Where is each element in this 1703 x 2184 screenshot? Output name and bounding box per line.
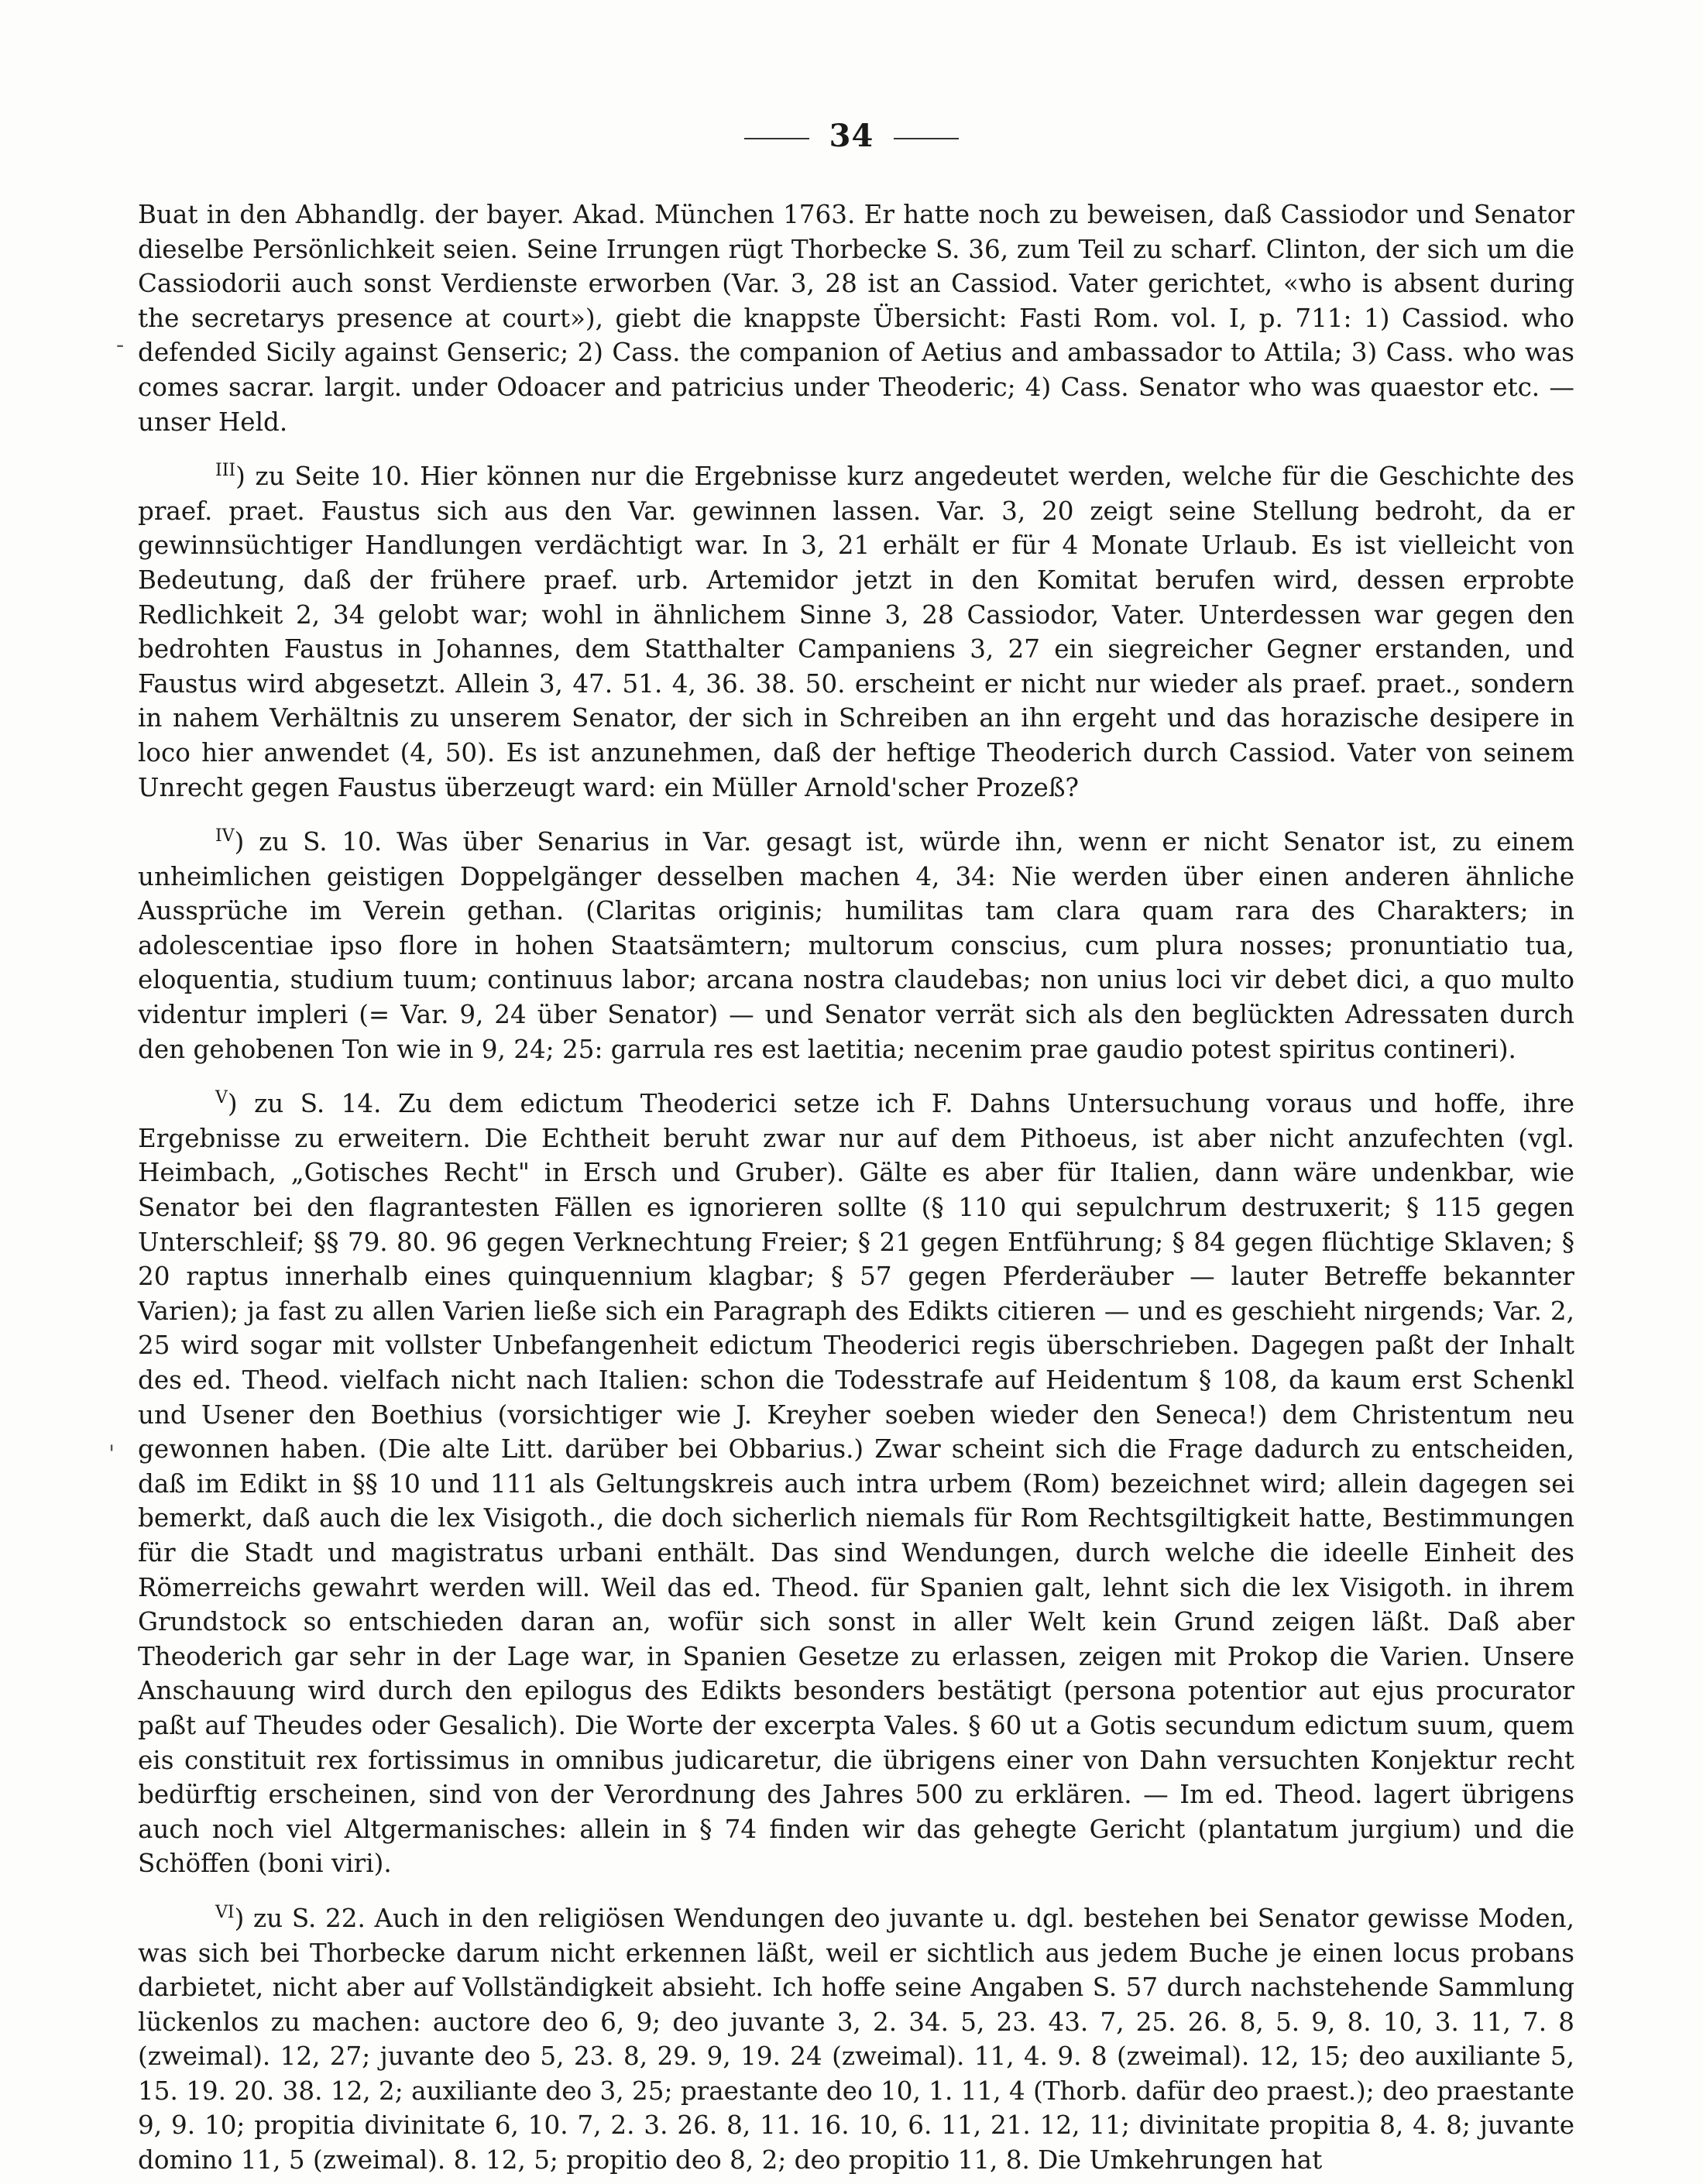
- note-marker: III: [215, 461, 236, 481]
- page-number: 34: [829, 118, 874, 154]
- note-paragraph-iii: $^{III}$) zu Seite 10. Hier können nur die Ergebnisse kurz angedeutet werden, welche für die Geschichte des praef. praet. Faustus sich aus den Var. gewinnen lassen. Var. 3, 20 zeigt seine Stellung bedroht, da er gewinnsüchtiger Handlungen verdächtigt war. In 3, 21 erhält er für 4 Monate Urlaub. Es ist vielleicht von Bedeutung, daß der frühere praef. urb. Artemidor jetzt in den Komitat berufen wird, dessen erprobte Redlichkeit 2, 34 gelobt war; wohl in ähnlichem Sinne 3, 28 Cassiodor, Vater. Unterdessen war gegen den bedrohten Faustus in Johannes, dem Statthalter Campaniens 3, 27 ein siegreicher Gegner erstanden, und Faustus wird abgesetzt. Allein 3, 47. 51. 4, 36. 38. 50. erscheint er nicht nur wieder als praef. praet., sondern in nahem Verhältnis zu unserem Senator, der sich in Schreiben an ihn ergeht und das horazische desipere in loco hier anwendet (4, 50). Es ist anzunehmen, daß der heftige Theoderich durch Cassiod. Vater von seinem Unrecht gegen Faustus überzeugt ward: ein Müller Arnold'scher Prozeß?: [138, 461, 1574, 802]
- paragraph-text: zu S. 22. Auch in den religiösen Wendungen deo juvante u. dgl. bestehen bei Senator gewisse Moden, was sich bei Thorbecke darum nicht erkennen läßt, weil er sichtlich aus jedem Buche je einen locus probans darbietet, nicht aber auf Vollständigkeit absieht. Ich hoffe seine Angaben S. 57 durch nachstehende Sammlung lückenlos zu machen: auctore deo 6, 9; deo juvante 3, 2. 34. 5, 23. 43. 7, 25. 26. 8, 5. 9, 8. 10, 3. 11, 7. 8 (zweimal). 12, 27; juvante deo 5, 23. 8, 29. 9, 19. 24 (zweimal). 11, 4. 9. 8 (zweimal). 12, 15; deo auxiliante 5, 15. 19. 20. 38. 12, 2; auxiliante deo 3, 25; praestante deo 10, 1. 11, 4 (Thorb. dafür deo praest.); deo praestante 9, 9. 10; propitia divinitate 6, 10. 7, 2. 3. 26. 8, 11. 16. 10, 6. 11, 21. 12, 11; divinitate propitia 8, 4. 8; juvante domino 11, 5 (zweimal). 8. 12, 5; propitio deo 8, 2; deo propitio 11, 8. Die Umkehrungen hat: [138, 1903, 1574, 2175]
- paragraph-text: Buat in den Abhandlg. der bayer. Akad. München 1763. Er hatte noch zu beweisen, daß Cassiodor und Senator dieselbe Persönlichkeit seien. Seine Irrungen rügt Thorbecke S. 36, zum Teil zu scharf. Clinton, der sich um die Cassiodorii auch sonst Verdienste erworben (Var. 3, 28 ist an Cassiod. Vater gerichtet, «who is absent during the secretarys presence at court»), giebt die knappste Übersicht: Fasti Rom. vol. I, p. 711: 1) Cassiod. who defended Sicily against Genseric; 2) Cass. the companion of Aetius and ambassador to Attila; 3) Cass. who was comes sacrar. largit. under Odoacer and patricius under Theoderic; 4) Cass. Senator who was quaestor etc. — unser Held.: [138, 200, 1574, 437]
- paragraph-text: zu S. 14. Zu dem edictum Theoderici setze ich F. Dahns Untersuchung voraus und hoffe, ihre Ergebnisse zu erweitern. Die Echtheit beruht zwar nur auf dem Pithoeus, ist aber nicht anzufechten (vgl. Heimbach, „Gotisches Recht" in Ersch und Gruber). Gälte es aber für Italien, dann wäre undenkbar, wie Senator bei den flagrantesten Fällen es ignorieren sollte (§ 110 qui sepulchrum destruxerit; § 115 gegen Unterschleif; §§ 79. 80. 96 gegen Verknechtung Freier; § 21 gegen Entführung; § 84 gegen flüchtige Sklaven; § 20 raptus innerhalb eines quinquennium klagbar; § 57 gegen Pferderäuber — lauter Betreffe bekannter Varien); ja fast zu allen Varien ließe sich ein Paragraph des Edikts citieren — und es geschieht nirgends; Var. 2, 25 wird sogar mit vollster Unbefangenheit edictum Theoderici regis überschrieben. Dagegen paßt der Inhalt des ed. Theod. vielfach nicht nach Italien: schon die Todesstrafe auf Heidentum § 108, da kaum erst Schenkl und Usener den Boethius (vorsichtiger wie J. Kreyher soeben wieder den Seneca!) dem Christentum neu gewonnen haben. (Die alte Litt. darüber bei Obbarius.) Zwar scheint sich die Frage dadurch zu entscheiden, daß im Edikt in §§ 10 und 111 als Geltungskreis auch intra urbem (Rom) bezeichnet wird; allein dagegen sei bemerkt, daß auch die lex Visigoth., die doch sicherlich niemals für Rom Rechtsgiltigkeit hatte, Bestimmungen für die Stadt und magistratus urbani enthält. Das sind Wendungen, durch welche die ideelle Einheit des Römerreichs gewahrt werden will. Weil das ed. Theod. für Spanien galt, lehnt sich die lex Visigoth. in ihrem Grundstock so entschieden daran an, wofür sich sonst in aller Welt kein Grund zeigen läßt. Daß aber Theoderich gar sehr in der Lage war, in Spanien Gesetze zu erlassen, zeigen mit Prokop die Varien. Unsere Anschauung wird durch den epilogus des Edikts besonders bestätigt (persona potentior aut ejus procurator paßt auf Theudes oder Gesalich). Die Worte der excerpta Vales. § 60 ut a Gotis secundum edictum suum, quem eis constituit rex fortissimus in omnibus judicaretur, die übrigens einer von Dahn versuchten Konjektur recht bedürftig erscheinen, sind von der Verordnung des Jahres 500 zu erklären. — Im ed. Theod. lagert übrigens auch noch viel Altgermanisches: allein in § 74 finden wir das gehegte Gericht (plantatum jurgium) und die Schöffen (boni viri).: [138, 1089, 1574, 1879]
- page-header: [0, 118, 1703, 154]
- header-rule-right: [894, 138, 959, 139]
- note-paragraph-iv: $^{IV}$) zu S. 10. Was über Senarius in Var. gesagt ist, würde ihn, wenn er nicht Senator ist, zu einem unheimlichen geistigen Doppelgänger desselben machen 4, 34: Nie werden über einen anderen ähnliche Aussprüche im Verein gethan. (Claritas originis; humilitas tam clara quam rara des Charakters; in adolescentiae ipso flore in hohen Staatsämtern; multorum conscius, cum plura nosses; pronuntiatio tua, eloquentia, studium tuum; continuus labor; arcana nostra claudebas; non unius loci vir debet dici, a quo multo videntur impleri (= Var. 9, 24 über Senator) — und Senator verrät sich als den beglückten Adressaten durch den gehobenen Ton wie in 9, 24; 25: garrula res est laetitia; necenim prae gaudio potest spiritus contineri).: [138, 826, 1574, 1064]
- document-body: [138, 197, 1574, 2178]
- note-marker: IV: [215, 826, 235, 846]
- note-paragraph-vi: $^{VI}$) zu S. 22. Auch in den religiösen Wendungen deo juvante u. dgl. bestehen bei Senator gewisse Moden, was sich bei Thorbecke darum nicht erkennen läßt, weil er sichtlich aus jedem Buche je einen locus probans darbietet, nicht aber auf Vollständigkeit absieht. Ich hoffe seine Angaben S. 57 durch nachstehende Sammlung lückenlos zu machen: auctore deo 6, 9; deo juvante 3, 2. 34. 5, 23. 43. 7, 25. 26. 8, 5. 9, 8. 10, 3. 11, 7. 8 (zweimal). 12, 27; juvante deo 5, 23. 8, 29. 9, 19. 24 (zweimal). 11, 4. 9. 8 (zweimal). 12, 15; deo auxiliante 5, 15. 19. 20. 38. 12, 2; auxiliante deo 3, 25; praestante deo 10, 1. 11, 4 (Thorb. dafür deo praest.); deo praestante 9, 9. 10; propitia divinitate 6, 10. 7, 2. 3. 26. 8, 11. 16. 10, 6. 11, 21. 12, 11; divinitate propitia 8, 4. 8; juvante domino 11, 5 (zweimal). 8. 12, 5; propitio deo 8, 2; deo propitio 11, 8. Die Umkehrungen hat: [138, 1903, 1574, 2175]
- note-marker: V: [215, 1088, 228, 1108]
- note-marker: VI: [215, 1903, 235, 1923]
- note-paragraph-v: $^V$) zu S. 14. Zu dem edictum Theoderici setze ich F. Dahns Untersuchung voraus und hoffe, ihre Ergebnisse zu erweitern. Die Echtheit beruht zwar nur auf dem Pithoeus, ist aber nicht anzufechten (vgl. Heimbach, „Gotisches Recht" in Ersch und Gruber). Gälte es aber für Italien, dann wäre undenkbar, wie Senator bei den flagrantesten Fällen es ignorieren sollte (§ 110 qui sepulchrum destruxerit; § 115 gegen Unterschleif; §§ 79. 80. 96 gegen Verknechtung Freier; § 21 gegen Entführung; § 84 gegen flüchtige Sklaven; § 20 raptus innerhalb eines quinquennium klagbar; § 57 gegen Pferderäuber — lauter Betreffe bekannter Varien); ja fast zu allen Varien ließe sich ein Paragraph des Edikts citieren — und es geschieht nirgends; Var. 2, 25 wird sogar mit vollster Unbefangenheit edictum Theoderici regis überschrieben. Dagegen paßt der Inhalt des ed. Theod. vielfach nicht nach Italien: schon die Todesstrafe auf Heidentum § 108, da kaum erst Schenkl und Usener den Boethius (vorsichtiger wie J. Kreyher soeben wieder den Seneca!) dem Christentum neu gewonnen haben. (Die alte Litt. darüber bei Obbarius.) Zwar scheint sich die Frage dadurch zu entscheiden, daß im Edikt in §§ 10 und 111 als Geltungskreis auch intra urbem (Rom) bezeichnet wird; allein dagegen sei bemerkt, daß auch die lex Visigoth., die doch sicherlich niemals für Rom Rechtsgiltigkeit hatte, Bestimmungen für die Stadt und magistratus urbani enthält. Das sind Wendungen, durch welche die ideelle Einheit des Römerreichs gewahrt werden will. Weil das ed. Theod. für Spanien galt, lehnt sich die lex Visigoth. in ihrem Grundstock so entschieden daran an, wofür sich sonst in aller Welt kein Grund zeigen läßt. Daß aber Theoderich gar sehr in der Lage war, in Spanien Gesetze zu erlassen, zeigen mit Prokop die Varien. Unsere Anschauung wird durch den epilogus des Edikts besonders bestätigt (persona potentior aut ejus procurator paßt auf Theudes oder Gesalich). Die Worte der excerpta Vales. § 60 ut a Gotis secundum edictum suum, quem eis constituit rex fortissimus in omnibus judicaretur, die übrigens einer von Dahn versuchten Konjektur recht bedürftig erscheinen, sind von der Verordnung des Jahres 500 zu erklären. — Im ed. Theod. lagert übrigens auch noch viel Altgermanisches: allein in § 74 finden wir das gehegte Gericht (plantatum jurgium) und die Schöffen (boni viri).: [138, 1088, 1574, 1879]
- paragraph-text: zu Seite 10. Hier können nur die Ergebnisse kurz angedeutet werden, welche für die Geschichte des praef. praet. Faustus sich aus den Var. gewinnen lassen. Var. 3, 20 zeigt seine Stellung bedroht, da er gewinnsüchtiger Handlungen verdächtigt war. In 3, 21 erhält er für 4 Monate Urlaub. Es ist vielleicht von Bedeutung, daß der frühere praef. urb. Artemidor jetzt in den Komitat berufen wird, dessen erprobte Redlichkeit 2, 34 gelobt war; wohl in ähnlichem Sinne 3, 28 Cassiodor, Vater. Unterdessen war gegen den bedrohten Faustus in Johannes, dem Statthalter Campaniens 3, 27 ein siegreicher Gegner erstanden, und Faustus wird abgesetzt. Allein 3, 47. 51. 4, 36. 38. 50. erscheint er nicht nur wieder als praef. praet., sondern in nahem Verhältnis zu unserem Senator, der sich in Schreiben an ihn ergeht und das horazische desipere in loco hier anwendet (4, 50). Es ist anzunehmen, daß der heftige Theoderich durch Cassiod. Vater von seinem Unrecht gegen Faustus überzeugt ward: ein Müller Arnold'scher Prozeß?: [138, 462, 1574, 802]
- margin-mark: -: [116, 331, 125, 359]
- header-rule-left: [744, 138, 809, 139]
- paragraph-text: zu S. 10. Was über Senarius in Var. gesagt ist, würde ihn, wenn er nicht Senator ist, zu einem unheimlichen geistigen Doppelgänger desselben machen 4, 34: Nie werden über einen anderen ähnliche Aussprüche im Verein gethan. (Claritas originis; humilitas tam clara quam rara des Charakters; in adolescentiae ipso flore in hohen Staatsämtern; multorum conscius, cum plura nosses; pronuntiatio tua, eloquentia, studium tuum; continuus labor; arcana nostra claudebas; non unius loci vir debet dici, a quo multo videntur impleri (= Var. 9, 24 über Senator) — und Senator verrät sich als den beglückten Adressaten durch den gehobenen Ton wie in 9, 24; 25: garrula res est laetitia; necenim prae gaudio potest spiritus contineri).: [138, 827, 1574, 1064]
- paragraph-continuation: [138, 197, 1574, 439]
- margin-mark: ': [108, 1441, 115, 1468]
